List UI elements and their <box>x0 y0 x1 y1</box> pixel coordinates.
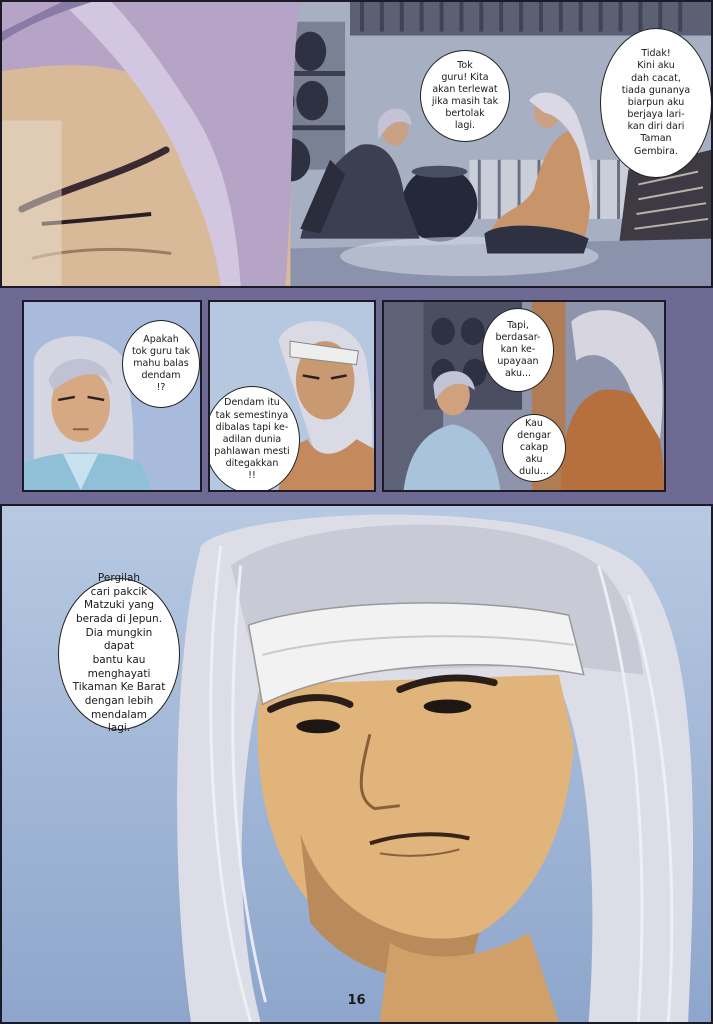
panel-1-art <box>2 2 711 286</box>
panel-4 <box>382 300 666 492</box>
panel-2 <box>22 300 202 492</box>
speech-bubble: Pergilah cari pakcik Matzuki yang berada di Jepun. Dia mungkin dapat bantu kau menghayati Tikaman Ke Barat dengan lebih mendalam lagi. <box>58 578 180 730</box>
panel-3 <box>208 300 376 492</box>
speech-bubble: Tapi, berdasar- kan ke- upayaan aku... <box>482 308 554 392</box>
speech-bubble: Apakah tok guru tak mahu balas dendam !? <box>122 320 200 408</box>
panel-5 <box>0 504 713 1024</box>
speech-bubble: Kau dengar cakap aku dulu... <box>502 414 566 482</box>
speech-bubble: Tok guru! Kita akan terlewat jika masih tak bertolak lagi. <box>420 50 510 142</box>
page-number: 16 <box>347 993 366 1008</box>
panel-1 <box>0 0 713 288</box>
speech-bubble: Tidak! Kini aku dah cacat, tiada gunanya biarpun aku berjaya lari- kan diri dari Taman Gembira. <box>600 28 712 178</box>
speech-bubble: Dendam itu tak semestinya dibalas tapi ke- adilan dunia pahlawan mesti ditegakkan !! <box>208 386 300 492</box>
